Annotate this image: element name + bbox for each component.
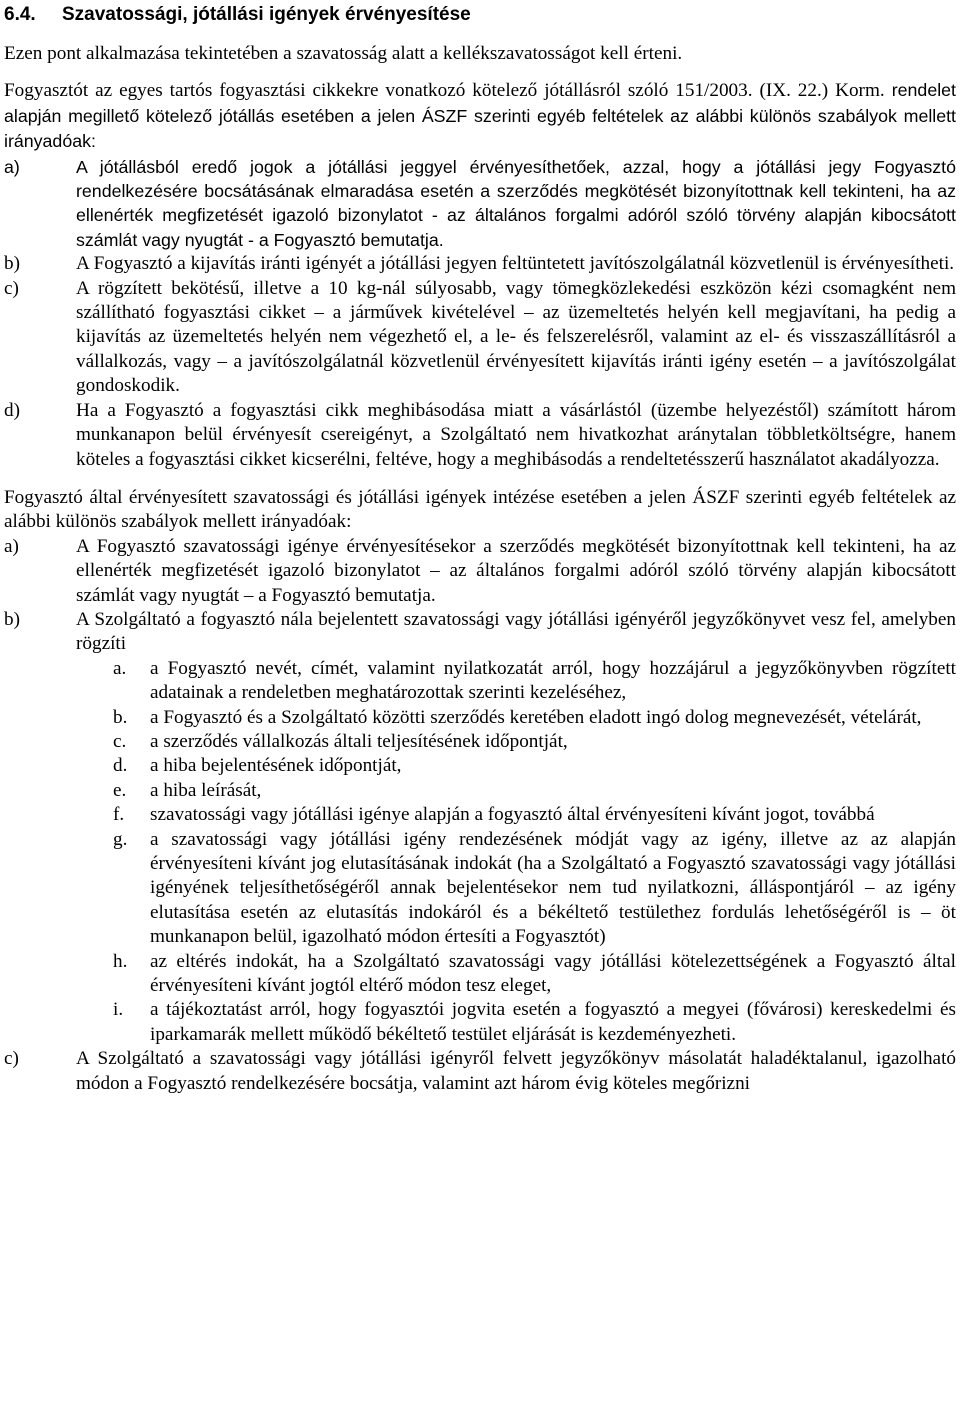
list-item-label: b)	[4, 253, 20, 275]
list-item-text: Ha a Fogyasztó a fogyasztási cikk meghibásodása miatt a vásárlástól (üzembe helyezéstől) számított három munkanapon belül érvényesít csereigényt, a Szolgáltató nem hivatkozhat aránytalan többletköltségre, hanem köteles a fogyasztási cikket kicserélni, feltéve, hogy a meghibásodás a rendeltetésszerű használatot akadályozza.	[76, 399, 956, 470]
sub-list-item-label: b.	[113, 706, 128, 728]
list-item	[4, 155, 956, 253]
warranty-rules-lead-sans: rendelet alapján megillető kötelező jótállás esetében a jelen ÁSZF szerinti egyéb feltételek az alábbi különös szabályok mellett irányadóak:	[4, 80, 956, 152]
sub-list-item-text: a szavatossági vagy jótállási igény rendezésének módját vagy az igény, illetve az az alapján érvényesíteni kívánt jog elutasításának indokát (ha a Szolgáltató a Fogyasztó szavatossági vagy jótállási igényének teljesíthetőségéről annak bejelentésekor nem tud nyilatkozni, álláspontjáról – az igény elutasítása esetén az elutasítás indokáról és a békéltető testülethez fordulás lehetőségéről is – öt munkanapon belül, igazolható módon értesíti a Fogyasztót)	[150, 828, 956, 948]
sub-list-item-text: a Fogyasztó és a Szolgáltató közötti szerződés keretében eladott ingó dolog megnevezését, vételárát,	[150, 706, 922, 728]
list-item	[4, 277, 956, 399]
sub-list-item-label: c.	[113, 730, 127, 752]
sub-list-item-text: a Fogyasztó nevét, címét, valamint nyilatkozatát arról, hogy hozzájárul a jegyzőkönyvben rögzített adatainak a rendeletben meghatározottak szerinti kezeléséhez,	[150, 657, 956, 704]
list-item	[4, 535, 956, 608]
sub-list-item-label: e.	[113, 779, 127, 801]
record-contents-list	[4, 657, 956, 1048]
list-item	[4, 1047, 956, 1096]
sub-list-item	[4, 754, 956, 778]
sub-list-item-text: az eltérés indokát, ha a Szolgáltató szavatossági vagy jótállási kötelezettségének a Fogyasztó által érvényesíteni kívánt jogtól eltérő módon tesz eleget,	[150, 950, 956, 997]
claims-handling-block	[4, 486, 956, 1096]
section-title: Szavatossági, jótállási igények érvényesítése	[62, 4, 471, 25]
warranty-rules-lead	[4, 78, 956, 154]
list-item-text: A Szolgáltató a fogyasztó nála bejelentett szavatossági vagy jótállási igényéről jegyzőkönyvet vesz fel, amelyben rögzíti	[76, 608, 956, 655]
section-number: 6.4.	[4, 4, 36, 25]
sub-list-item-text: a tájékoztatást arról, hogy fogyasztói jogvita esetén a fogyasztó a megyei (fővárosi) kereskedelmi és iparkamarák mellett működő békéltető testület eljárását is kezdeményezheti.	[150, 999, 956, 1045]
list-item-label: b)	[4, 608, 20, 630]
claims-handling-lead: Fogyasztó által érvényesített szavatossági és jótállási igények intézése esetében a jelen ÁSZF szerinti egyéb feltételek az alábbi különös szabályok mellett irányadóak:	[4, 486, 956, 533]
sub-list-item-label: i.	[113, 999, 124, 1021]
sub-list-item	[4, 730, 956, 754]
sub-list-item-label: d.	[113, 755, 128, 777]
list-item-label: d)	[4, 399, 20, 421]
sub-list-item	[4, 657, 956, 706]
list-item	[4, 608, 956, 657]
sub-list-item-label: f.	[113, 804, 125, 826]
warranty-rules-lead-serif: Fogyasztót az egyes tartós fogyasztási cikkekre vonatkozó kötelező jótállásról szóló 151/2003. (IX. 22.) Korm.	[4, 80, 885, 102]
list-item-text: A jótállásból eredő jogok a jótállási jeggyel érvényesíthetőek, azzal, hogy a jótállási jegy Fogyasztó rendelkezésére bocsátásának elmaradása esetén a szerződés megkötését bizonyítottnak kell tekinteni, ha az ellenérték megfizetését igazoló bizonylatot - az általános forgalmi adóról szóló törvény alapján kibocsátott számlát vagy nyugtát - a Fogyasztó bemutatja.	[76, 156, 956, 250]
list-item-text: A Szolgáltató a szavatossági vagy jótállási igényről felvett jegyzőkönyv másolatát haladéktalanul, igazolható módon a Fogyasztó rendelkezésére bocsátja, valamint azt három évig köteles megőrizni	[76, 1048, 956, 1094]
sub-list-item-text: szavatossági vagy jótállási igénye alapján a fogyasztó által érvényesíteni kívánt jogot, továbbá	[150, 804, 875, 826]
warranty-rules-block	[4, 78, 956, 472]
list-item-label: a)	[4, 535, 19, 557]
list-item	[4, 399, 956, 472]
sub-list-item-label: h.	[113, 950, 128, 972]
list-item-text: A rögzített bekötésű, illetve a 10 kg-nál súlyosabb, vagy tömegközlekedési eszközön kézi csomagként nem szállítható fogyasztási cikket – a járművek kivételével – az üzemeltetés helyén kell megjavítani, ha pedig a kijavítás az üzemeltetés helyén nem végezhető el, a le- és felszerelésről, valamint az el- és visszaszállításról a vállalkozás, vagy – a javítószolgálatnál közvetlenül érvényesített kijavítás iránti igény esetén – a javítószolgálat gondoskodik.	[76, 277, 956, 397]
list-item-label: c)	[4, 1048, 19, 1070]
sub-list-item-text: a szerződés vállalkozás általi teljesítésének időpontját,	[150, 730, 568, 752]
sub-list-item	[4, 779, 956, 803]
list-item-label: c)	[4, 277, 19, 299]
sub-list-item-text: a hiba leírását,	[150, 779, 262, 801]
sub-list-item	[4, 706, 956, 730]
intro-paragraph: Ezen pont alkalmazása tekintetében a szavatosság alatt a kellékszavatosságot kell érteni.	[4, 43, 683, 64]
sub-list-item	[4, 828, 956, 950]
sub-list-item-text: a hiba bejelentésének időpontját,	[150, 755, 402, 777]
section-heading	[4, 0, 956, 30]
list-item-text: A Fogyasztó szavatossági igénye érvényesítésekor a szerződés megkötését bizonyítottnak kell tekinteni, ha az ellenérték megfizetését igazoló bizonylatot – az általános forgalmi adóról szóló törvény alapján kibocsátott számlát vagy nyugtát – a Fogyasztó bemutatja.	[76, 535, 956, 606]
sub-list-item	[4, 998, 956, 1047]
sub-list-item-label: g.	[113, 828, 128, 850]
sub-list-item-label: a.	[113, 657, 127, 679]
list-item	[4, 252, 956, 276]
list-item-label: a)	[4, 156, 20, 177]
sub-list-item	[4, 950, 956, 999]
list-item-text: A Fogyasztó a kijavítás iránti igényét a jótállási jegyen feltüntetett javítószolgálatnál közvetlenül is érvényesítheti.	[76, 253, 955, 275]
sub-list-item	[4, 803, 956, 827]
